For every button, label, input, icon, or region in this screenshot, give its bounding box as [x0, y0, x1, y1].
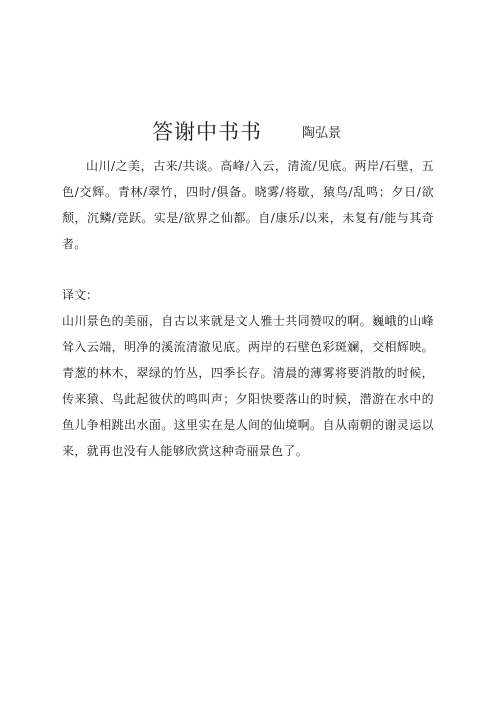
translation-paragraph: 山川景色的美丽，自古以来就是文人雅士共同赞叹的啊。巍峨的山峰耸入云端，明净的溪流清澈见底。两岸的石壁色彩斑斓，交相辉映。青葱的林木，翠绿的竹丛，四季长存。清晨的薄雾将要消散的时候，传来猿、鸟此起彼伏的鸣叫声；夕阳快要落山的时候，潜游在水中的鱼儿争相跳出水面。这里实在是人间的仙境啊。自从南朝的谢灵运以来，就再也没有人能够欣赏这种奇丽景色了。 — [62, 314, 434, 458]
author-name: 陶弘景 — [302, 126, 342, 141]
translation-label: 译文： — [62, 288, 99, 302]
original-text-paragraph: 山川/之美，古来/共谈。高峰/入云，清流/见底。两岸/石壁，五色/交辉。青林/翠竹，四时/俱备。晓雾/将歇，猿鸟/乱鸣；夕日/欲颓，沉鳞/竞跃。实是/欲界之仙都。自/康乐/以来，未复有/能与其奇者。 — [62, 159, 434, 251]
page-title: 答谢中书书 — [152, 120, 262, 144]
title-row — [0, 118, 496, 150]
